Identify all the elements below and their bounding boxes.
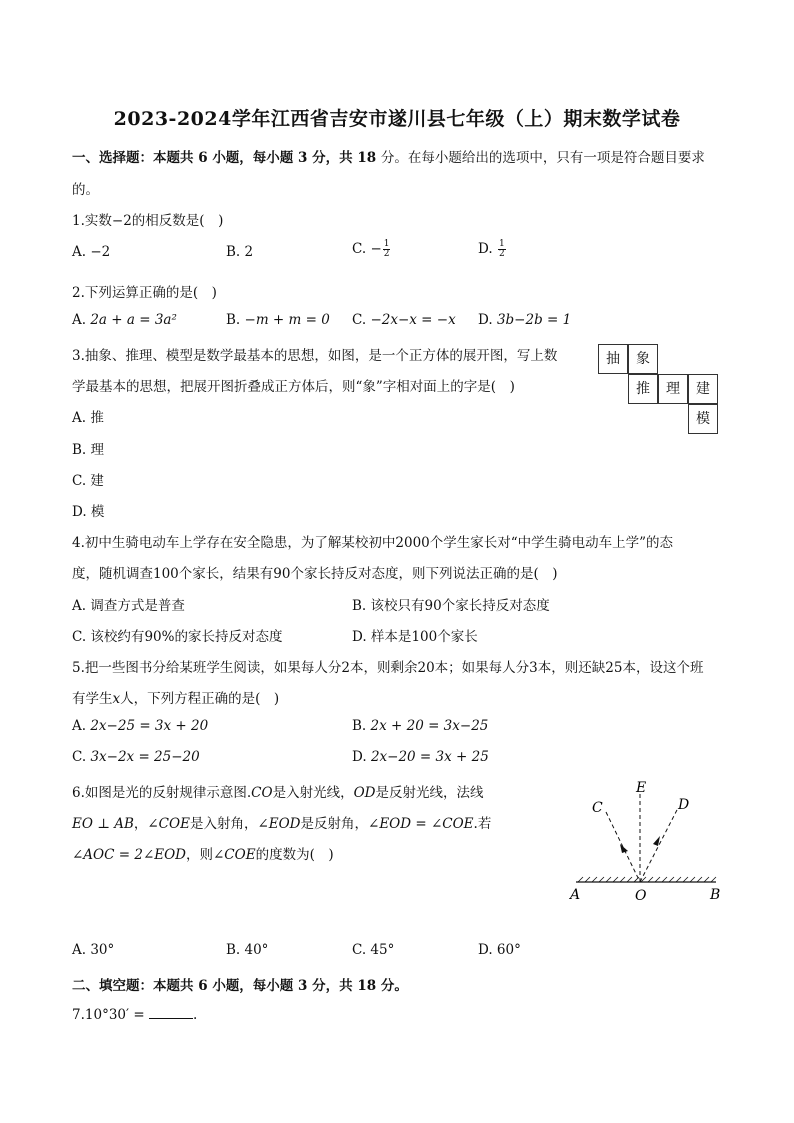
q2-option-d[interactable] — [478, 312, 571, 328]
reflection-diagram — [566, 778, 726, 906]
section-2-header — [72, 974, 408, 994]
q4-option-a[interactable]: A. 调查方式是普查 — [72, 598, 185, 614]
q1-option-a[interactable] — [72, 244, 110, 260]
q1-option-c[interactable] — [352, 240, 390, 259]
option-value: −2 — [90, 244, 111, 260]
incident-arrow — [620, 844, 628, 853]
q6-math: ∠AOC = 2∠EOD — [72, 847, 186, 863]
q5-variable: x — [112, 691, 121, 707]
q6-text: .若 — [473, 816, 492, 832]
q6-math: ∠COE — [147, 816, 190, 832]
option-label: A. — [72, 244, 87, 260]
q6-math: EO ⊥ AB — [72, 816, 134, 832]
q1-suffix: 的相反数是( ) — [131, 213, 224, 229]
q5-text: 本，则剩余 — [349, 660, 418, 676]
option-label: C. — [352, 312, 367, 328]
q4-option-c[interactable] — [72, 625, 282, 645]
section-1-header — [72, 146, 705, 166]
section-1-text-a: 一、选择题：本题共 — [72, 150, 194, 166]
net-cell-2: 象 — [628, 344, 658, 374]
question-3-stem-line2: 学最基本的思想，把展开图折叠成正方体后，则“象”字相对面上的字是( ) — [72, 379, 515, 395]
numerator: 1 — [498, 239, 505, 249]
question-7 — [72, 1006, 197, 1023]
net-cell-5: 建 — [688, 374, 718, 404]
net-cell-1: 抽 — [598, 344, 628, 374]
option-number: 100 — [411, 629, 438, 645]
cube-net-figure — [598, 344, 720, 436]
option-text: 个家长持反对态度 — [441, 598, 550, 614]
q5-option-c[interactable] — [72, 749, 200, 765]
section-2-text-b: 小题，每小题 — [212, 978, 294, 994]
question-6-stem-line1 — [72, 781, 483, 801]
q6-text: 的度数为( ) — [255, 847, 334, 863]
net-cell-3: 推 — [628, 374, 658, 404]
q2-option-c[interactable] — [352, 312, 456, 328]
question-5-stem-line2 — [72, 687, 279, 707]
q6-text: 6.如图是光的反射规律示意图. — [72, 785, 252, 801]
section-1-text-d: 分。在每小题给出的选项中，只有一项是符合题目要求 — [380, 150, 705, 166]
q6-text: 是入射角， — [189, 816, 258, 832]
option-value: −2x−x = −x — [370, 312, 456, 328]
q1-prefix: 1.实数 — [72, 213, 112, 229]
denominator: 2 — [498, 249, 505, 259]
section-2-points: 3 — [298, 978, 308, 994]
q7-expression: 10°30′ = — [84, 1007, 149, 1023]
page-title: 2023-2024学年江西省吉安市遂川县七年级（上）期末数学试卷 — [113, 108, 681, 130]
q3-option-b[interactable]: B. 理 — [72, 442, 105, 458]
label-e: E — [636, 780, 647, 796]
q4-text: 个学生家长对“中学生骑电动车上学”的态 — [429, 535, 674, 551]
q6-text: 是入射光线， — [272, 785, 354, 801]
option-label: A. — [72, 312, 87, 328]
label-a: A — [570, 887, 581, 903]
q5-text: 本，设这个班 — [622, 660, 704, 676]
q4-number: 100 — [153, 566, 179, 582]
q3-option-c[interactable]: C. 建 — [72, 473, 104, 489]
option-label: C. — [72, 749, 87, 765]
question-1-stem — [72, 209, 223, 229]
q4-number: 90 — [273, 566, 291, 582]
q3-option-a[interactable]: A. 推 — [72, 410, 104, 426]
numerator: 1 — [383, 239, 390, 249]
q6-option-b[interactable]: B. 40° — [226, 942, 269, 958]
q5-text: 有学生 — [72, 691, 113, 707]
q6-math: OD — [353, 785, 376, 801]
q5-number: 20 — [417, 660, 435, 676]
denominator: 2 — [383, 249, 390, 259]
option-label: B. — [226, 244, 241, 260]
option-number: 90% — [144, 629, 175, 645]
section-1-points: 3 — [298, 150, 308, 166]
option-label: D. — [478, 312, 493, 328]
option-value: 2x−20 = 3x + 25 — [370, 749, 489, 765]
option-number: 90 — [424, 598, 442, 614]
q5-number: 25 — [605, 660, 623, 676]
fraction — [498, 240, 506, 259]
q7-end: . — [192, 1007, 198, 1023]
question-4-stem-line2 — [72, 562, 558, 582]
q6-option-a[interactable]: A. 30° — [72, 942, 115, 958]
option-text: B. 该校只有 — [352, 598, 425, 614]
q6-option-c[interactable]: C. 45° — [352, 942, 395, 958]
q6-math: ∠EOD — [257, 816, 301, 832]
option-text: C. 该校约有 — [72, 629, 145, 645]
option-value: 2 — [244, 244, 254, 260]
answer-blank[interactable] — [149, 1006, 193, 1019]
q5-text: 本；如果每人分 — [434, 660, 530, 676]
q6-math: ∠COE — [213, 847, 256, 863]
q7-prefix: 7. — [72, 1007, 85, 1023]
q6-text: ， — [133, 816, 148, 832]
q6-option-d[interactable]: D. 60° — [478, 942, 521, 958]
q5-option-d[interactable] — [352, 749, 489, 765]
option-label: D. — [478, 241, 493, 257]
q3-option-d[interactable]: D. 模 — [72, 504, 105, 520]
option-text: D. 样本是 — [352, 629, 412, 645]
fraction — [383, 240, 391, 259]
question-3-stem-line1: 3.抽象、推理、模型是数学最基本的思想，如图，是一个正方体的展开图，写上数 — [72, 348, 558, 364]
option-value: 2x−25 = 3x + 20 — [90, 718, 209, 734]
option-text: 个家长 — [437, 629, 478, 645]
q1-math: −2 — [111, 213, 132, 229]
q5-text: 本，则还缺 — [537, 660, 606, 676]
option-value: 3x−2x = 25−20 — [90, 749, 200, 765]
section-2-count: 6 — [198, 978, 208, 994]
option-text: 的家长持反对态度 — [174, 629, 283, 645]
option-label: C. — [352, 241, 367, 257]
minus-sign: − — [370, 241, 382, 257]
q2-option-b[interactable] — [226, 312, 330, 328]
q5-text: 人，下列方程正确的是( ) — [120, 691, 280, 707]
q4-option-d[interactable] — [352, 625, 478, 645]
section-2-text-d: 分。 — [380, 978, 408, 994]
q1-option-b[interactable] — [226, 244, 253, 260]
q4-text: 4.初中生骑电动车上学存在安全隐患，为了解某校初中 — [72, 535, 396, 551]
q6-math: CO — [251, 785, 273, 801]
question-4-stem-line1 — [72, 531, 673, 551]
option-value: 3b−2b = 1 — [496, 312, 572, 328]
q4-text: 个家长持反对态度，则下列说法正确的是( ) — [290, 566, 558, 582]
option-value: −m + m = 0 — [244, 312, 330, 328]
q4-text: 个家长，结果有 — [178, 566, 274, 582]
q6-text: 是反射光线，法线 — [375, 785, 484, 801]
question-2-stem: 2.下列运算正确的是( ) — [72, 285, 217, 301]
section-2-total: 18 — [357, 978, 377, 994]
option-label: A. — [72, 718, 87, 734]
section-2-text-a: 二、填空题：本题共 — [72, 978, 194, 994]
label-o: O — [635, 888, 647, 904]
surface-hatching — [578, 877, 716, 882]
reflected-ray-od — [640, 808, 678, 882]
q6-text: ，则 — [186, 847, 213, 863]
net-cell-6: 模 — [688, 404, 718, 434]
question-5-stem-line1 — [72, 656, 703, 676]
q5-option-a[interactable] — [72, 718, 208, 734]
q1-option-d[interactable] — [478, 240, 506, 259]
option-value: 2a + a = 3a² — [90, 312, 177, 328]
section-1-text-b: 小题，每小题 — [212, 150, 294, 166]
section-1-header-line2: 的。 — [72, 182, 99, 198]
q6-math: ∠EOD = ∠COE — [368, 816, 474, 832]
q4-text: 度，随机调查 — [72, 566, 153, 582]
section-1-text-c: 分，共 — [312, 150, 353, 166]
q5-text: 5.把一些图书分给某班学生阅读，如果每人分 — [72, 660, 342, 676]
net-cell-4: 理 — [658, 374, 688, 404]
label-c: C — [592, 800, 603, 816]
label-d: D — [678, 797, 690, 813]
option-label: B. — [226, 312, 241, 328]
section-2-text-c: 分，共 — [312, 978, 353, 994]
q2-option-a[interactable] — [72, 312, 177, 328]
q6-text: 是反射角， — [300, 816, 369, 832]
option-label: D. — [352, 749, 367, 765]
q5-option-b[interactable] — [352, 718, 488, 734]
section-1-count: 6 — [198, 150, 208, 166]
label-b: B — [710, 887, 721, 903]
question-6-stem-line3 — [72, 843, 334, 863]
option-value: 2x + 20 = 3x−25 — [370, 718, 489, 734]
q4-number: 2000 — [395, 535, 430, 551]
section-1-total: 18 — [357, 150, 377, 166]
q5-number: 2 — [341, 660, 350, 676]
q4-option-b[interactable] — [352, 594, 550, 614]
option-label: B. — [352, 718, 367, 734]
q5-number: 3 — [529, 660, 538, 676]
question-6-stem-line2 — [72, 812, 491, 832]
